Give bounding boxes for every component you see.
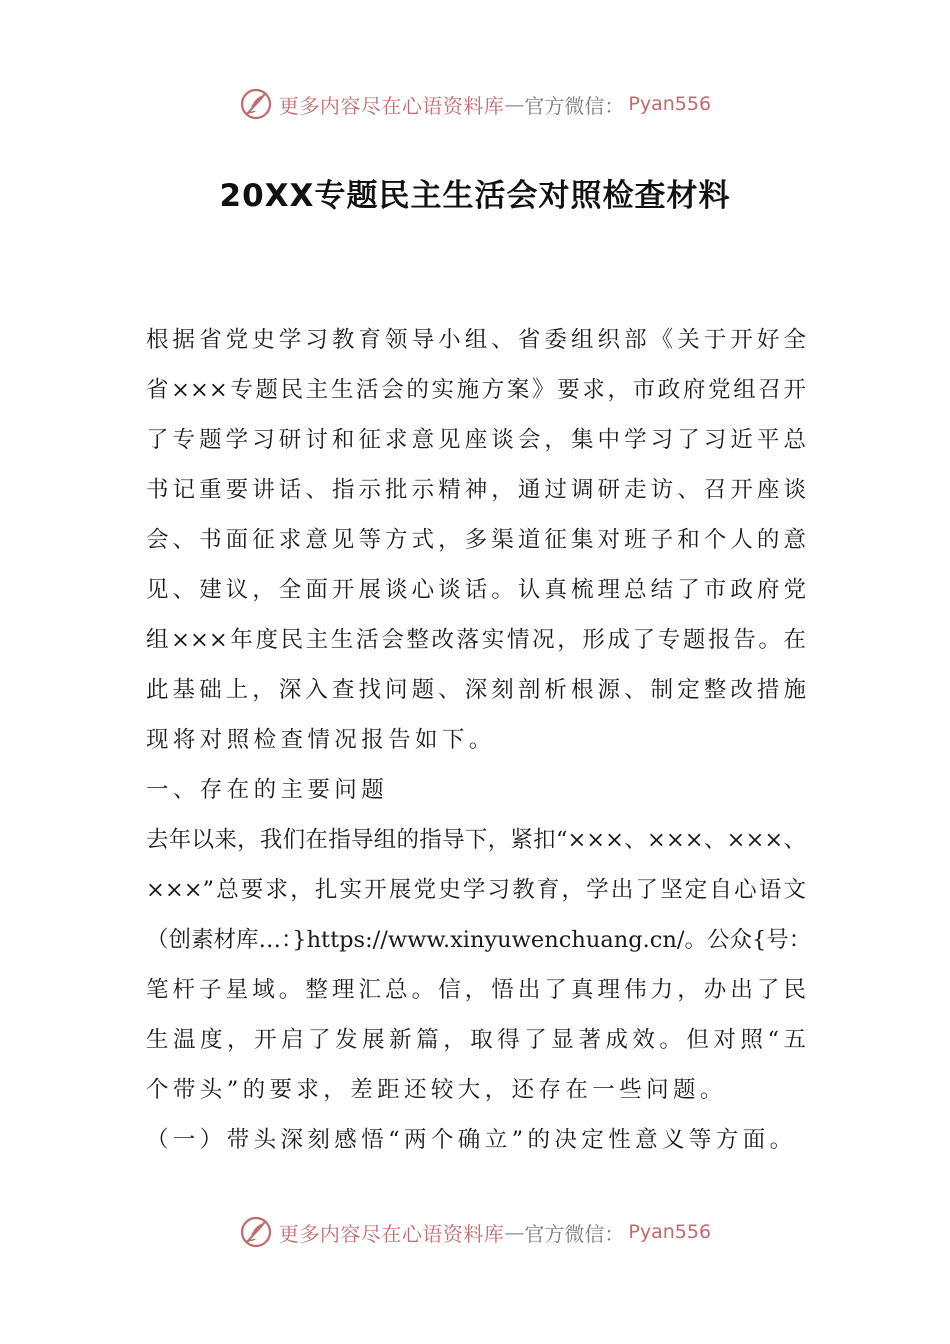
header-banner-separator: —	[504, 92, 525, 116]
body-line: 个带头”的要求，差距还较大，还存在一些问题。	[146, 1077, 727, 1103]
footer-banner-text: 更多内容尽在心语资料库	[278, 1221, 505, 1246]
footer-wechat-label: 官方微信：	[524, 1221, 625, 1246]
body-line: 了专题学习研讨和征求意见座谈会，集中学习了习近平总	[146, 427, 806, 453]
body-line: 现将对照检查情况报告如下。	[146, 727, 496, 753]
body-line: 去年以来，我们在指导组的指导下，紧扣“×××、×××、×××、	[146, 827, 806, 853]
body-line: 书记重要讲话、指示批示精神，通过调研走访、召开座谈	[146, 477, 806, 503]
body-line: 生温度，开启了发展新篇，取得了显著成效。但对照“五	[146, 1027, 806, 1053]
document-title: 20XX专题民主生活会对照检查材料	[219, 178, 731, 214]
footer-banner-separator: —	[504, 1220, 525, 1244]
body-line: 此基础上，深入查找问题、深刻剖析根源、制定整改措施	[146, 677, 806, 703]
body-line: 会、书面征求意见等方式，多渠道征集对班子和个人的意	[146, 527, 806, 553]
body-line: 根据省党史学习教育领导小组、省委组织部《关于开好全	[146, 327, 806, 353]
body-line: （创素材库…：}https://www.xinyuwenchuang.cn/。公众{号：	[146, 927, 812, 953]
quill-logo-icon	[239, 87, 273, 121]
body-line: 省×××专题民主生活会的实施方案》要求，市政府党组召开	[146, 377, 806, 403]
quill-logo-icon	[239, 1215, 273, 1249]
document-body	[146, 315, 812, 1165]
subsection-heading: （一）带头深刻感悟“两个确立”的决定性意义等方面。	[146, 1127, 797, 1153]
body-line: ×××”总要求，扎实开展党史学习教育，学出了坚定自心语文	[146, 877, 806, 903]
footer-wechat-id: Pyan556	[628, 1221, 712, 1243]
body-line: 组×××年度民主生活会整改落实情况，形成了专题报告。在	[146, 627, 806, 653]
body-line: 见、建议，全面开展谈心谈话。认真梳理总结了市政府党	[146, 577, 806, 603]
footer-banner	[0, 1212, 950, 1252]
header-banner-text: 更多内容尽在心语资料库	[278, 93, 505, 118]
body-line: 笔杆子星域。整理汇总。信，悟出了真理伟力，办出了民	[146, 977, 806, 1003]
section-heading: 一、存在的主要问题	[146, 777, 389, 803]
header-wechat-id: Pyan556	[628, 93, 712, 115]
header-wechat-label: 官方微信：	[524, 93, 625, 118]
header-banner	[0, 84, 950, 124]
